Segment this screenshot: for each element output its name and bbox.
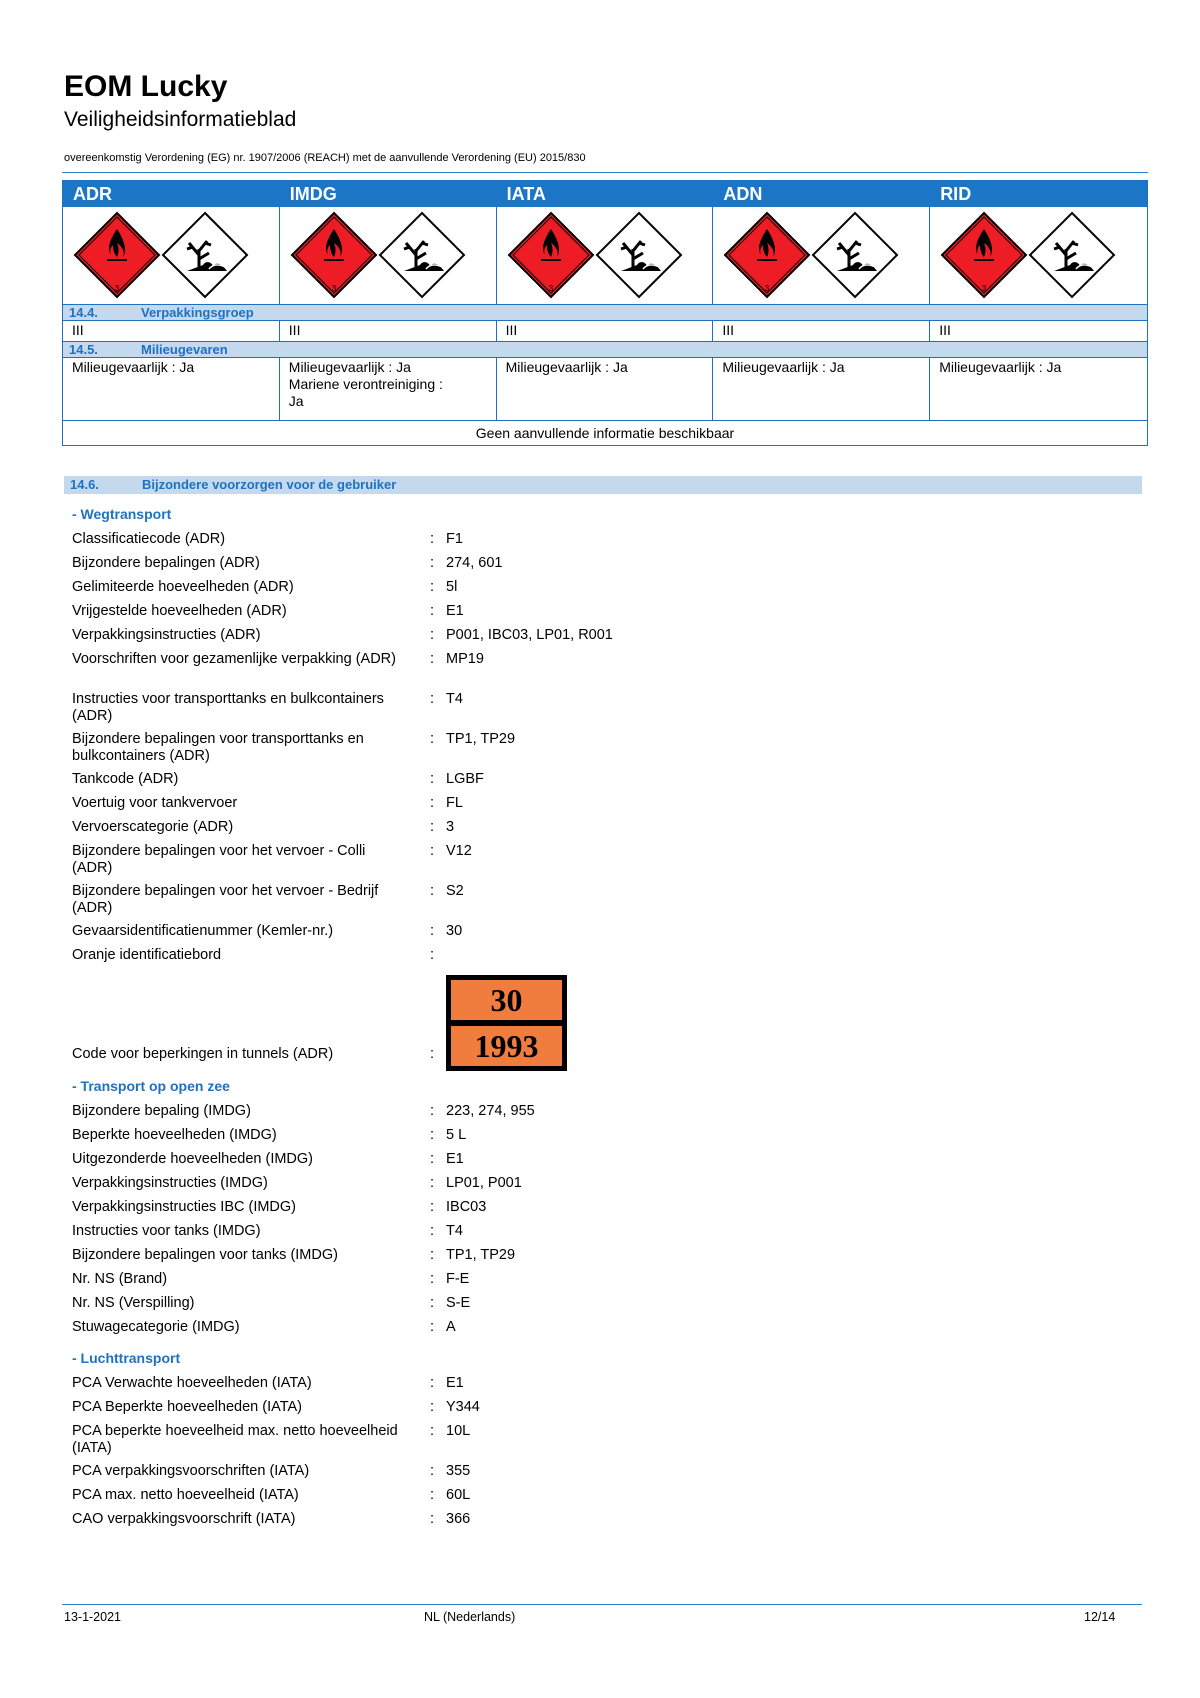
property-colon: : <box>430 651 435 667</box>
property-label: PCA Verwachte hoeveelheden (IATA) <box>72 1375 312 1391</box>
environment-hazard-icon <box>163 213 247 297</box>
property-label: Nr. NS (Brand) <box>72 1271 168 1287</box>
property-label: Vervoerscategorie (ADR) <box>72 819 234 835</box>
hazard-pictograms <box>507 211 687 299</box>
property-value: MP19 <box>446 651 484 667</box>
flammable-liquid-icon <box>75 213 159 297</box>
property-colon: : <box>430 1399 435 1415</box>
mode-header-rid: RID <box>940 184 972 204</box>
hazard-pictograms <box>290 211 470 299</box>
property-colon: : <box>430 1223 435 1239</box>
property-value: 30 <box>446 923 463 939</box>
property-label: Instructies voor transporttanks en bulkcontainers (ADR) <box>72 691 384 724</box>
hazard-id-number: 30 <box>451 980 562 1020</box>
env-hazard-iata <box>497 358 714 420</box>
header-divider <box>62 172 1148 173</box>
footer-date: 13-1-2021 <box>64 1610 121 1624</box>
env-hazard-line: Milieugevaarlijk : Ja <box>505 359 628 375</box>
property-colon: : <box>430 555 435 571</box>
regulation-line: overeenkomstig Verordening (EG) nr. 1907/2006 (REACH) met de aanvullende Verordening (EU) 2015/830 <box>64 152 586 164</box>
property-label: Verpakkingsinstructies (ADR) <box>72 627 261 643</box>
property-value: P001, IBC03, LP01, R001 <box>446 627 613 643</box>
property-label: PCA Beperkte hoeveelheden (IATA) <box>72 1399 302 1415</box>
section-number: 14.4. <box>69 305 98 320</box>
property-colon: : <box>430 819 435 835</box>
property-value: 366 <box>446 1511 471 1527</box>
environment-hazard-icon <box>380 213 464 297</box>
property-colon: : <box>430 1487 435 1503</box>
property-colon: : <box>430 691 435 707</box>
property-value: S-E <box>446 1295 471 1311</box>
property-colon: : <box>430 1127 435 1143</box>
section-title: Verpakkingsgroep <box>141 305 254 320</box>
section-14-4-heading <box>63 304 1147 321</box>
env-hazard-line: Milieugevaarlijk : Ja <box>722 359 845 375</box>
property-label: Voorschriften voor gezamenlijke verpakking (ADR) <box>72 651 396 667</box>
property-label: PCA verpakkingsvoorschriften (IATA) <box>72 1463 310 1479</box>
property-value: TP1, TP29 <box>446 731 516 747</box>
property-value: 3 <box>446 819 455 835</box>
environment-hazard-icon <box>1030 213 1114 297</box>
pictogram-row <box>63 207 1147 304</box>
property-value: S2 <box>446 883 464 899</box>
env-hazard-adn <box>713 358 930 420</box>
section-title: Bijzondere voorzorgen voor de gebruiker <box>142 477 397 492</box>
property-value: F1 <box>446 531 463 547</box>
env-hazard-line: Milieugevaarlijk : Ja <box>288 359 411 375</box>
mode-header-adr: ADR <box>73 184 112 204</box>
footer-page-number: 12/14 <box>1084 1610 1116 1624</box>
orange-identification-plate <box>446 975 567 1071</box>
pictograms-iata <box>497 207 714 304</box>
section-14-5-heading <box>63 341 1147 358</box>
air-transport-heading: - Luchttransport <box>72 1350 181 1366</box>
svg-text:3: 3 <box>114 284 120 293</box>
property-colon: : <box>430 1151 435 1167</box>
property-label: Uitgezonderde hoeveelheden (IMDG) <box>72 1151 313 1167</box>
property-colon: : <box>430 1103 435 1119</box>
property-label: Verpakkingsinstructies IBC (IMDG) <box>72 1199 297 1215</box>
property-label: Bijzondere bepalingen (ADR) <box>72 555 260 571</box>
mode-header-adn: ADN <box>723 184 763 204</box>
transport-table <box>62 180 1148 446</box>
document-title: EOM Lucky <box>64 70 228 103</box>
property-colon: : <box>430 1295 435 1311</box>
property-label: Bijzondere bepalingen voor het vervoer - Bedrijf (ADR) <box>72 883 379 916</box>
marine-pollutant-line: Mariene verontreiniging : <box>288 376 443 392</box>
property-value: V12 <box>446 843 472 859</box>
property-label: Oranje identificatiebord <box>72 947 222 963</box>
packing-group-iata: III <box>497 321 714 341</box>
property-label: PCA beperkte hoeveelheid max. netto hoeveelheid (IATA) <box>72 1423 398 1456</box>
property-label: Nr. NS (Verspilling) <box>72 1295 195 1311</box>
packing-group-imdg: III <box>280 321 497 341</box>
additional-info-note <box>63 420 1147 445</box>
property-value: A <box>446 1319 456 1335</box>
property-label: Classificatiecode (ADR) <box>72 531 226 547</box>
svg-text:3: 3 <box>981 284 987 293</box>
property-label: Bijzondere bepalingen voor transporttanks en bulkcontainers (ADR) <box>72 731 364 764</box>
flammable-liquid-icon <box>292 213 376 297</box>
property-colon: : <box>430 1247 435 1263</box>
pictograms-imdg <box>280 207 497 304</box>
property-value: E1 <box>446 1151 464 1167</box>
packing-group-adn: III <box>713 321 930 341</box>
environment-hazard-icon <box>597 213 681 297</box>
packing-group-row <box>63 321 1147 341</box>
property-value: F-E <box>446 1271 470 1287</box>
env-hazard-line: Milieugevaarlijk : Ja <box>72 359 195 375</box>
property-label: Tankcode (ADR) <box>72 771 179 787</box>
property-value: 60L <box>446 1487 471 1503</box>
property-colon: : <box>430 883 435 899</box>
property-label: Instructies voor tanks (IMDG) <box>72 1223 261 1239</box>
property-value: T4 <box>446 1223 463 1239</box>
property-colon: : <box>430 1319 435 1335</box>
property-colon: : <box>430 795 435 811</box>
property-colon: : <box>430 843 435 859</box>
property-colon: : <box>430 947 435 963</box>
property-value: LP01, P001 <box>446 1175 522 1191</box>
property-value: 5l <box>446 579 458 595</box>
packing-group-rid: III <box>939 322 951 338</box>
env-hazard-adr <box>63 358 280 420</box>
property-value: 5 L <box>446 1127 467 1143</box>
property-label: Verpakkingsinstructies (IMDG) <box>72 1175 268 1191</box>
property-value: 223, 274, 955 <box>446 1103 535 1119</box>
property-colon: : <box>430 771 435 787</box>
section-number: 14.5. <box>69 342 98 357</box>
footer-language: NL (Nederlands) <box>424 1610 516 1624</box>
property-label: CAO verpakkingsvoorschrift (IATA) <box>72 1511 296 1527</box>
property-label: Stuwagecategorie (IMDG) <box>72 1319 240 1335</box>
property-colon: : <box>430 1511 435 1527</box>
svg-text:3: 3 <box>548 284 553 293</box>
property-label: PCA max. netto hoeveelheid (IATA) <box>72 1487 299 1503</box>
section-14-6-heading <box>64 476 1142 494</box>
flammable-liquid-icon <box>942 213 1026 297</box>
property-colon: : <box>430 1199 435 1215</box>
road-transport-heading: - Wegtransport <box>72 506 172 522</box>
sea-transport-heading: - Transport op open zee <box>72 1078 230 1094</box>
section-number: 14.6. <box>70 477 99 492</box>
environment-hazard-icon <box>813 213 897 297</box>
hazard-pictograms <box>723 211 903 299</box>
property-label: Bijzondere bepalingen voor tanks (IMDG) <box>72 1247 338 1263</box>
property-value: E1 <box>446 1375 464 1391</box>
property-colon: : <box>430 1375 435 1391</box>
svg-text:3: 3 <box>331 284 337 293</box>
property-value: IBC03 <box>446 1199 487 1215</box>
marine-pollutant-value: Ja <box>288 393 304 409</box>
mode-header-imdg: IMDG <box>289 184 337 204</box>
property-value: 10L <box>446 1423 471 1439</box>
property-label: Vrijgestelde hoeveelheden (ADR) <box>72 603 287 619</box>
env-hazard-imdg <box>280 358 497 420</box>
property-value: LGBF <box>446 771 484 787</box>
property-label: Code voor beperkingen in tunnels (ADR) <box>72 1046 334 1062</box>
env-hazard-rid <box>930 358 1147 420</box>
property-label: Bijzondere bepalingen voor het vervoer - Colli (ADR) <box>72 843 366 876</box>
un-number: 1993 <box>451 1026 562 1066</box>
property-colon: : <box>430 603 435 619</box>
property-label: Beperkte hoeveelheden (IMDG) <box>72 1127 277 1143</box>
hazard-pictograms <box>940 211 1120 299</box>
svg-text:3: 3 <box>765 284 770 293</box>
pictograms-adr <box>63 207 280 304</box>
footer-divider <box>62 1604 1142 1605</box>
property-label: Bijzondere bepaling (IMDG) <box>72 1103 251 1119</box>
property-colon: : <box>430 627 435 643</box>
document-subtitle: Veiligheidsinformatieblad <box>64 108 297 131</box>
property-colon: : <box>430 1271 435 1287</box>
property-label: Gelimiteerde hoeveelheden (ADR) <box>72 579 294 595</box>
pictograms-rid <box>930 207 1147 304</box>
property-value: E1 <box>446 603 464 619</box>
property-value: TP1, TP29 <box>446 1247 516 1263</box>
property-colon: : <box>430 923 435 939</box>
property-colon: : <box>430 1046 435 1062</box>
property-label: Voertuig voor tankvervoer <box>72 795 238 811</box>
transport-mode-header-row <box>63 181 1147 207</box>
note-text: Geen aanvullende informatie beschikbaar <box>475 425 735 441</box>
property-colon: : <box>430 1175 435 1191</box>
property-value: 274, 601 <box>446 555 503 571</box>
property-colon: : <box>430 1423 435 1439</box>
section-title: Milieugevaren <box>141 342 228 357</box>
property-value: FL <box>446 795 463 811</box>
mode-header-iata: IATA <box>506 184 546 204</box>
environmental-hazards-row <box>63 358 1147 420</box>
property-value: Y344 <box>446 1399 480 1415</box>
property-colon: : <box>430 731 435 747</box>
flammable-liquid-icon <box>725 213 809 297</box>
property-value: 355 <box>446 1463 471 1479</box>
property-value: T4 <box>446 691 463 707</box>
property-colon: : <box>430 579 435 595</box>
property-colon: : <box>430 531 435 547</box>
flammable-liquid-icon <box>509 213 593 297</box>
property-label: Gevaarsidentificatienummer (Kemler-nr.) <box>72 923 334 939</box>
packing-group-adr: III <box>63 321 280 341</box>
pictograms-adn <box>713 207 930 304</box>
env-hazard-line: Milieugevaarlijk : Ja <box>939 359 1062 375</box>
hazard-pictograms <box>73 211 253 299</box>
property-colon: : <box>430 1463 435 1479</box>
